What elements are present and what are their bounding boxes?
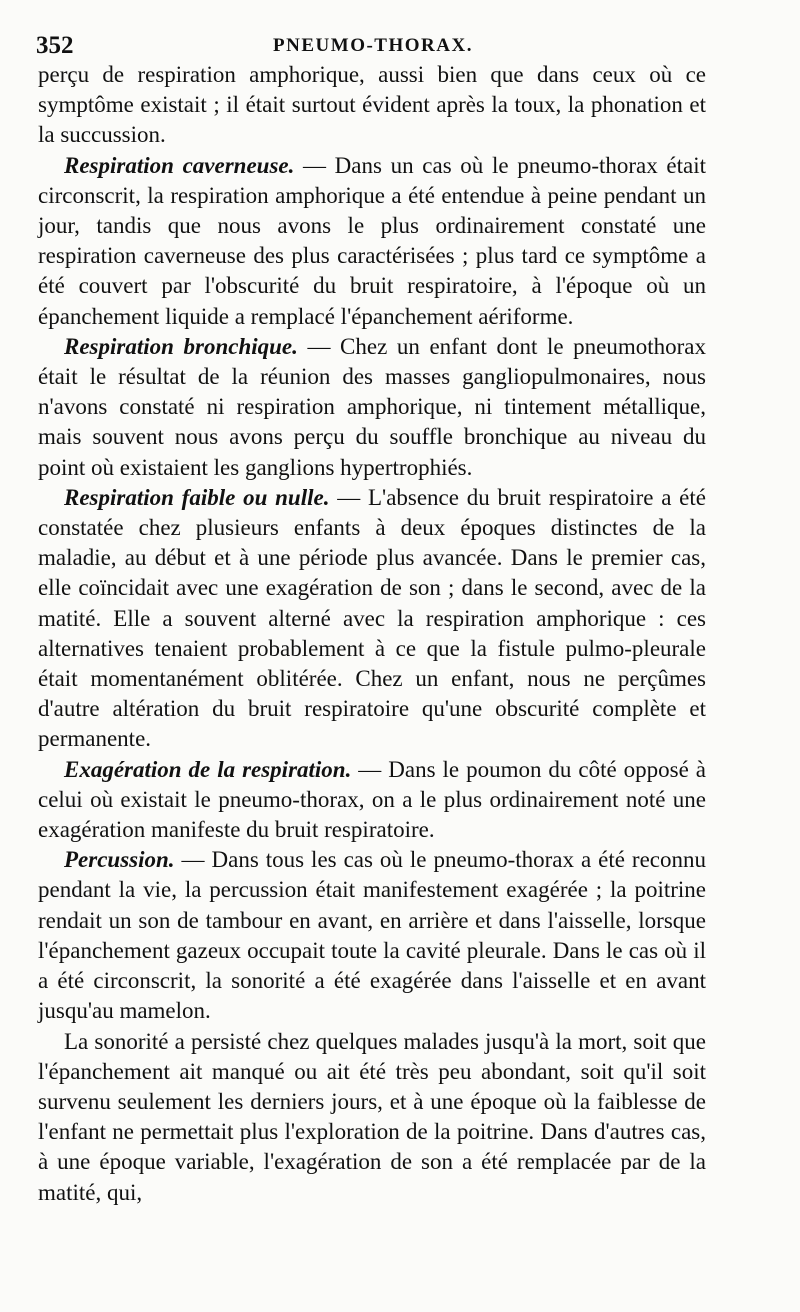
section-heading: Percussion. (64, 847, 175, 873)
section-heading: Respiration bronchique. (64, 333, 298, 359)
paragraph-respiration-caverneuse (38, 151, 706, 332)
running-title: PNEUMO-THORAX. (273, 35, 473, 56)
paragraph-text: perçu de respiration amphorique, aussi bien que dans ceux où ce symptôme existait ; il était surtout évident après la toux, la phonation et la succussion. (38, 62, 706, 148)
paragraph-text: La sonorité a persisté chez quelques malades jusqu'à la mort, soit que l'épanchement ait manqué ou ait été très peu abondant, soit qu'il soit survenu seulement les derniers jours, et à une époque où la faiblesse de l'enfant ne permettait plus l'exploration de la poitrine. Dans d'autres cas, à une époque variable, l'exagération de son a été remplacée par de la matité, qui, (38, 1028, 706, 1205)
section-heading: Respiration faible ou nulle. (64, 484, 330, 510)
body-text (38, 60, 706, 1208)
paragraph-text: — Dans le poumon du côté opposé à celui où existait le pneumo-thorax, on a le plus ordinairement noté une exagération manifeste du bruit respiratoire. (38, 756, 706, 843)
paragraph-text: — L'absence du bruit respiratoire a été constatée chez plusieurs enfants à deux époques distinctes de la maladie, au début et à une période plus avancée. Dans le premier cas, elle coïncidait avec une exagération de son ; dans le second, avec de la matité. Elle a souvent alterné avec la respiration amphorique : ces alternatives tenaient probablement à ce que la fistule pulmo-pleurale était momentanément oblitérée. Chez un enfant, nous ne perçûmes d'autre altération du bruit respiratoire qu'une obscurité complète et permanente. (38, 484, 706, 752)
section-heading: Exagération de la respiration. (64, 756, 352, 782)
page-header (36, 28, 700, 64)
paragraph-continued (38, 60, 706, 151)
paragraph-exageration-respiration (38, 755, 706, 846)
paragraph-text: — Dans un cas où le pneumo-thorax était circonscrit, la respiration amphorique a été entendue à peine pendant un jour, tandis que nous avons le plus ordinairement constaté une respiration caverneuse des plus caractérisées ; plus tard ce symptôme a été couvert par l'obscurité du bruit respiratoire, à l'époque où un épanchement liquide a remplacé l'épanchement aériforme. (38, 152, 706, 329)
paragraph-sonorite (38, 1027, 706, 1208)
paragraph-respiration-faible (38, 483, 706, 755)
page-number: 352 (36, 32, 74, 59)
paragraph-text: — Chez un enfant dont le pneumothorax était le résultat de la réunion des masses gangliopulmonaires, nous n'avons constaté ni respiration amphorique, ni tintement métallique, mais souvent nous avons perçu du souffle bronchique au niveau du point où existaient les ganglions hypertrophiés. (38, 333, 706, 480)
paragraph-respiration-bronchique (38, 332, 706, 483)
paragraph-text: — Dans tous les cas où le pneumo-thorax a été reconnu pendant la vie, la percussion était manifestement exagérée ; la poitrine rendait un son de tambour en avant, en arrière et dans l'aisselle, lorsque l'épanchement gazeux occupait toute la cavité pleurale. Dans le cas où il a été circonscrit, la sonorité a été exagérée dans l'aisselle et en avant jusqu'au mamelon. (38, 847, 706, 1024)
paragraph-percussion (38, 845, 706, 1026)
section-heading: Respiration caverneuse. (64, 152, 295, 178)
